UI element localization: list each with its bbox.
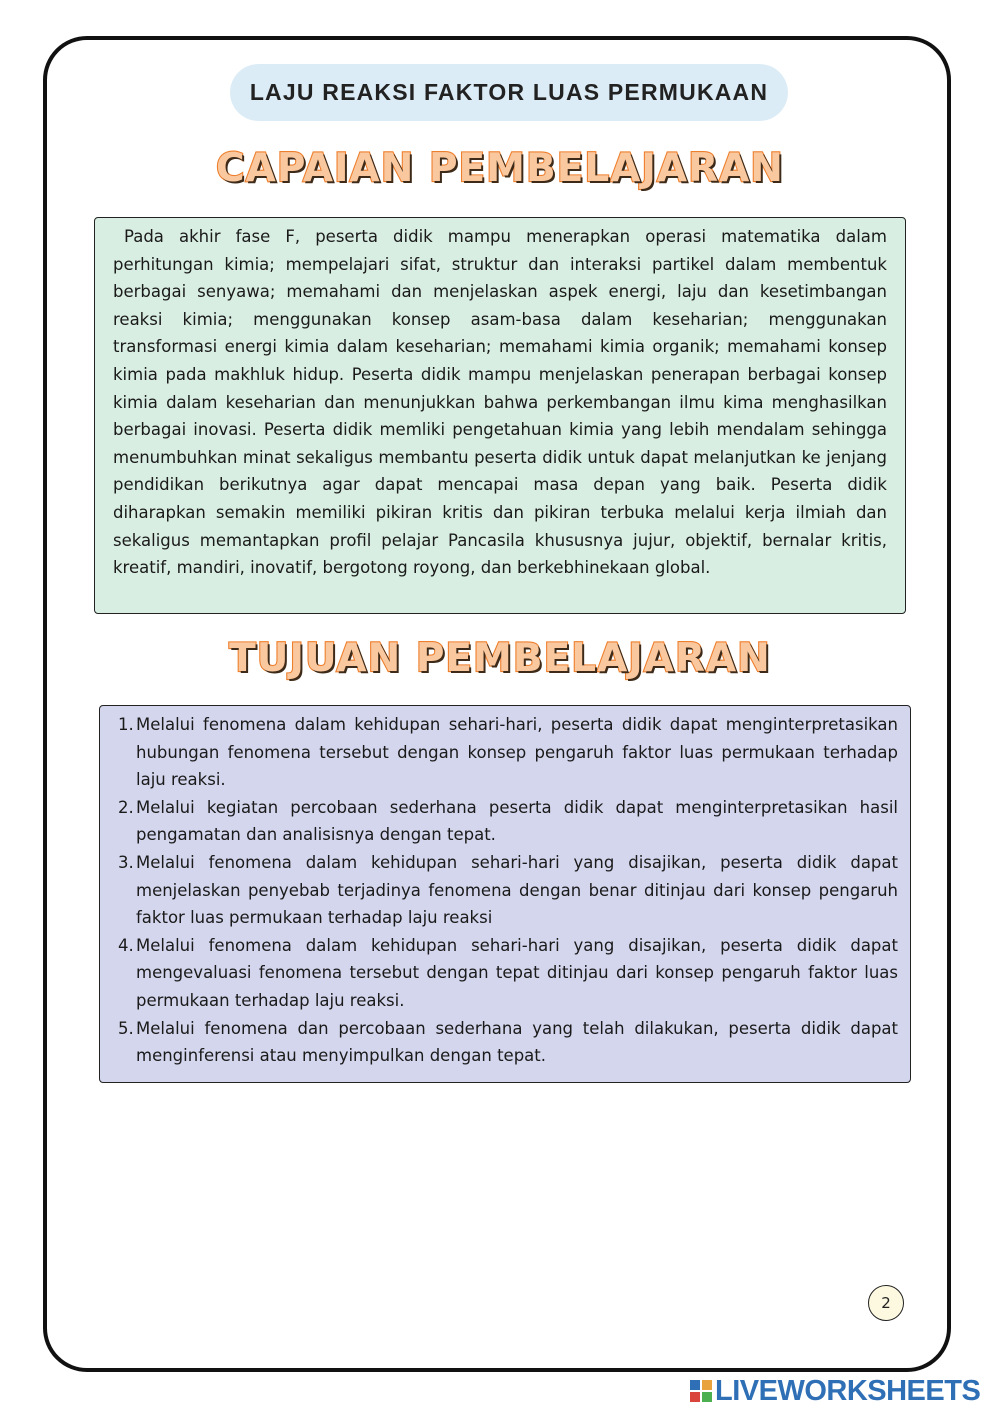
page-number-badge	[868, 1285, 904, 1321]
tujuan-item-number: 4.	[118, 935, 134, 955]
liveworksheets-logo-icon	[690, 1380, 712, 1402]
topic-title: LAJU REAKSI FAKTOR LUAS PERMUKAAN	[249, 79, 769, 105]
capaian-heading: CAPAIAN PEMBELAJARAN	[216, 146, 784, 191]
tujuan-item	[112, 794, 898, 849]
tujuan-item-number: 3.	[118, 852, 134, 872]
tujuan-item	[112, 711, 898, 794]
tujuan-list	[112, 711, 898, 1070]
tujuan-item-text: Melalui kegiatan percobaan sederhana peserta didik dapat menginterpretasikan hasil pengamatan dan analisisnya dengan tepat.	[136, 797, 898, 845]
tujuan-heading: TUJUAN PEMBELAJARAN	[229, 636, 771, 681]
tujuan-item-text: Melalui fenomena dalam kehidupan sehari-hari, peserta didik dapat menginterpretasikan hubungan fenomena tersebut dengan konsep pengaruh faktor luas permukaan terhadap laju reaksi.	[136, 715, 898, 790]
tujuan-item	[112, 932, 898, 1015]
tujuan-item-number: 5.	[118, 1018, 134, 1038]
brand-name: LIVEWORKSHEETS	[715, 1374, 981, 1407]
tujuan-item-text: Melalui fenomena dalam kehidupan sehari-hari yang disajikan, peserta didik dapat mengevaluasi fenomena tersebut dengan tepat ditinjau dari konsep pengaruh faktor luas permukaan terhadap laju reaksi.	[136, 935, 898, 1010]
tujuan-box	[99, 705, 911, 1083]
capaian-box	[94, 217, 906, 614]
capaian-text: Pada akhir fase F, peserta didik mampu menerapkan operasi matematika dalam perhitungan kimia; mempelajari sifat, struktur dan interaksi partikel dalam membentuk berbagai senyawa; memahami dan menjelaskan aspek energi, laju dan kesetimbangan reaksi kimia; menggunakan konsep asam-basa dalam keseharian; menggunakan transformasi energi kimia dalam keseharian; memahami kimia organik; memahami konsep kimia pada makhluk hidup. Peserta didik mampu menjelaskan penerapan berbagai konsep kimia dalam keseharian dan menunjukkan bahwa perkembangan ilmu kima menghasilkan berbagai inovasi. Peserta didik memliki pengetahuan kimia yang lebih mendalam sehingga menumbuhkan minat sekaligus membantu peserta didik untuk dapat melanjutkan ke jenjang pendidikan berikutnya agar dapat mencapai masa depan yang baik. Peserta didik diharapkan semakin memiliki pikiran kritis dan pikiran terbuka melalui kerja ilmiah dan sekaligus memantapkan profil pelajar Pancasila khususnya jujur, objektif, bernalar kritis, kreatif, mandiri, inovatif, bergotong royong, dan berkebhinekaan global.	[113, 227, 887, 578]
topic-title-pill	[230, 64, 788, 121]
tujuan-item-text: Melalui fenomena dalam kehidupan sehari-hari yang disajikan, peserta didik dapat menjelaskan penyebab terjadinya fenomena dengan benar ditinjau dari konsep pengaruh faktor luas permukaan terhadap laju reaksi	[136, 852, 898, 928]
tujuan-item	[112, 849, 898, 932]
tujuan-item	[112, 1015, 898, 1070]
liveworksheets-brand[interactable]	[690, 1374, 980, 1408]
tujuan-item-number: 1.	[118, 715, 134, 734]
tujuan-item-number: 2.	[118, 797, 134, 817]
page-number: 2	[881, 1294, 891, 1312]
tujuan-item-text: Melalui fenomena dan percobaan sederhana yang telah dilakukan, peserta didik dapat menginferensi atau menyimpulkan dengan tepat.	[136, 1018, 898, 1066]
